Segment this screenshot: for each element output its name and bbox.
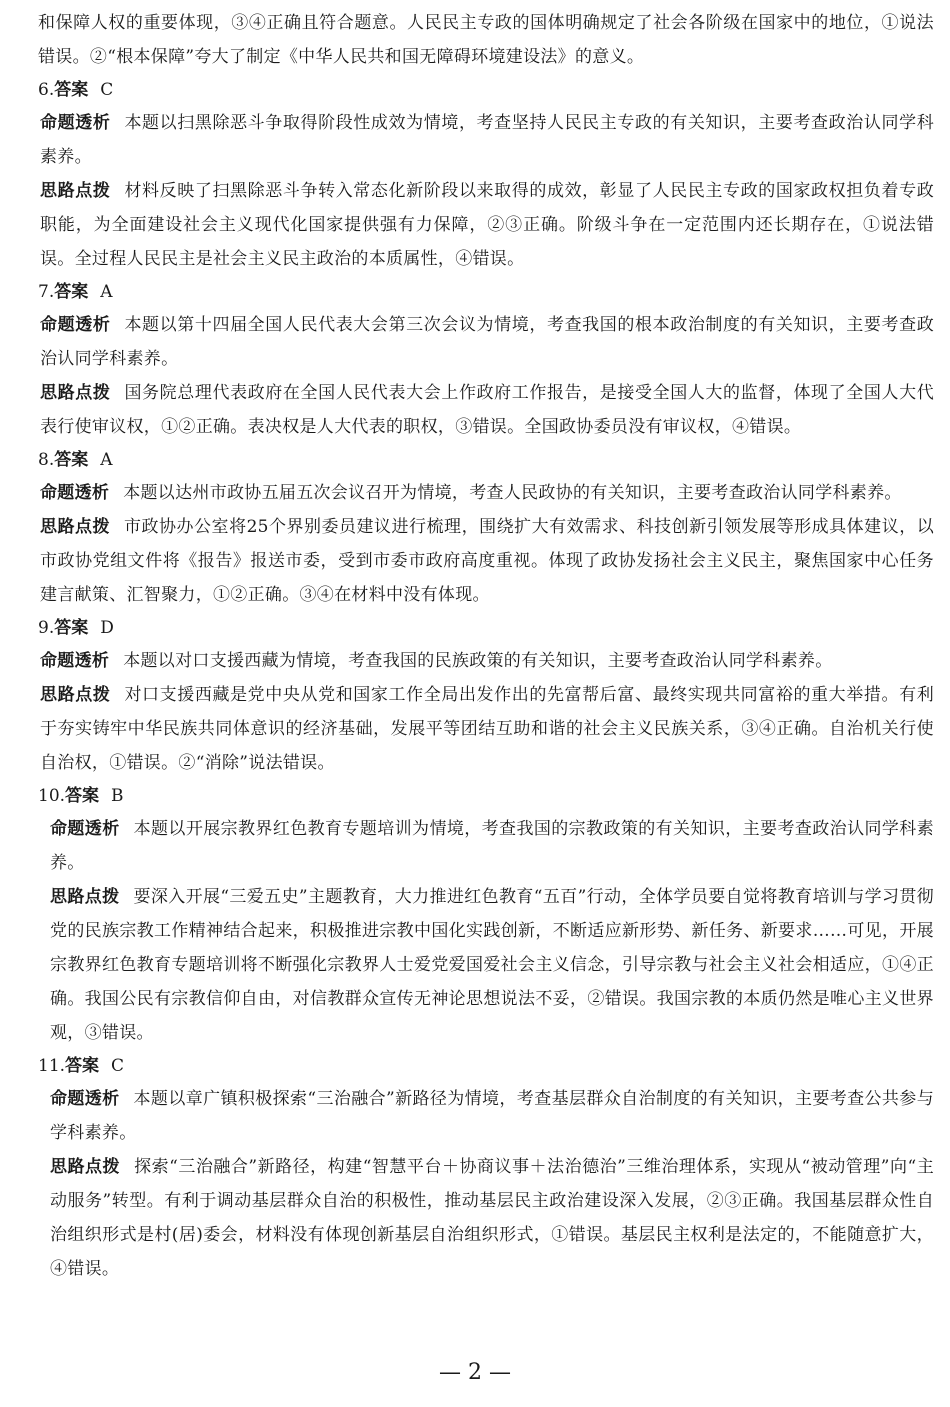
analysis-text: 本题以章广镇积极探索“三治融合”新路径为情境，考查基层群众自治制度的有关知识，主要考查公共参与学科素养。 <box>50 1089 934 1143</box>
hint-label: 思路点拨 <box>40 517 111 537</box>
analysis-label: 命题透析 <box>50 1089 120 1109</box>
analysis-label: 命题透析 <box>50 819 120 839</box>
hint-label: 思路点拨 <box>40 383 111 403</box>
hint-paragraph <box>38 880 934 1050</box>
question-8 <box>38 444 934 612</box>
answer-value: C <box>111 1056 125 1076</box>
analysis-paragraph <box>38 476 934 510</box>
analysis-text: 本题以开展宗教界红色教育专题培训为情境，考查我国的宗教政策的有关知识，主要考查政治认同学科素养。 <box>50 819 934 873</box>
analysis-paragraph <box>38 644 934 678</box>
answer-label: 答案 <box>65 1056 100 1076</box>
analysis-label: 命题透析 <box>40 483 110 503</box>
answer-label: 答案 <box>54 80 89 100</box>
hint-text: 市政协办公室将25个界别委员建议进行梳理，围绕扩大有效需求、科技创新引领发展等形成具体建议，以市政协党组文件将《报告》报送市委，受到市委市政府高度重视。体现了政协发扬社会主义民主，聚焦国家中心任务建言献策、汇智聚力，①②正确。③④在材料中没有体现。 <box>40 517 935 605</box>
answer-page <box>38 6 934 1286</box>
answer-value: C <box>100 80 114 100</box>
analysis-paragraph <box>38 106 934 174</box>
answer-value: A <box>100 282 113 302</box>
question-number: 9. <box>38 618 55 638</box>
analysis-label: 命题透析 <box>40 651 110 671</box>
question-number: 7. <box>38 282 55 302</box>
hint-text: 探索“三治融合”新路径，构建“智慧平台＋协商议事＋法治德治”三维治理体系，实现从“被动管理”向“主动服务”转型。有利于调动基层群众自治的积极性，推动基层民主政治建设深入发展，②③正确。我国基层群众性自治组织形式是村(居)委会，材料没有体现创新基层自治组织形式，①错误。基层民主权利是法定的，不能随意扩大，④错误。 <box>50 1157 934 1279</box>
hint-paragraph <box>38 1150 934 1286</box>
answer-value: D <box>100 618 114 638</box>
question-10 <box>38 780 934 1050</box>
question-number: 8. <box>38 450 55 470</box>
analysis-paragraph <box>38 812 934 880</box>
answer-value: B <box>111 786 124 806</box>
hint-text: 国务院总理代表政府在全国人民代表大会上作政府工作报告，是接受全国人大的监督，体现了全国人大代表行使审议权，①②正确。表决权是人大代表的职权，③错误。全国政协委员没有审议权，④错误。 <box>40 383 934 437</box>
hint-paragraph <box>38 678 934 780</box>
hint-text: 对口支援西藏是党中央从党和国家工作全局出发作出的先富帮后富、最终实现共同富裕的重大举措。有利于夯实铸牢中华民族共同体意识的经济基础，发展平等团结互助和谐的社会主义民族关系，③④正确。自治机关行使自治权，①错误。②“消除”说法错误。 <box>40 685 934 773</box>
answer-label: 答案 <box>54 450 89 470</box>
analysis-label: 命题透析 <box>40 113 111 133</box>
analysis-text: 本题以第十四届全国人民代表大会第三次会议为情境，考查我国的根本政治制度的有关知识，主要考查政治认同学科素养。 <box>40 315 934 369</box>
question-9 <box>38 612 934 780</box>
analysis-label: 命题透析 <box>40 315 111 335</box>
question-number: 11. <box>38 1056 66 1076</box>
hint-text: 要深入开展“三爱五史”主题教育，大力推进红色教育“五百”行动，全体学员要自觉将教育培训与学习贯彻党的民族宗教工作精神结合起来，积极推进宗教中国化实践创新，不断适应新形势、新任务、新要求……可见，开展宗教界红色教育专题培训将不断强化宗教界人士爱党爱国爱社会主义信念，引导宗教与社会主义社会相适应，①④正确。我国公民有宗教信仰自由，对信教群众宣传无神论思想说法不妥，②错误。我国宗教的本质仍然是唯心主义世界观，③错误。 <box>50 887 934 1043</box>
analysis-text: 本题以扫黑除恶斗争取得阶段性成效为情境，考查坚持人民民主专政的有关知识，主要考查政治认同学科素养。 <box>40 113 934 167</box>
question-number: 10. <box>38 786 66 806</box>
hint-label: 思路点拨 <box>50 1157 121 1177</box>
hint-paragraph <box>38 376 934 444</box>
hint-text: 材料反映了扫黑除恶斗争转入常态化新阶段以来取得的成效，彰显了人民民主专政的国家政权担负着专政职能，为全面建设社会主义现代化国家提供强有力保障，②③正确。阶级斗争在一定范围内还长期存在，①说法错误。全过程人民民主是社会主义民主政治的本质属性，④错误。 <box>40 181 934 269</box>
hint-label: 思路点拨 <box>40 181 111 201</box>
hint-paragraph <box>38 174 934 276</box>
answer-value: A <box>100 450 113 470</box>
hint-label: 思路点拨 <box>50 887 120 907</box>
question-11 <box>38 1050 934 1286</box>
hint-label: 思路点拨 <box>40 685 111 705</box>
hint-paragraph <box>38 510 934 612</box>
answer-label: 答案 <box>54 282 89 302</box>
answer-label: 答案 <box>65 786 100 806</box>
question-number: 6. <box>38 80 55 100</box>
question-7 <box>38 276 934 444</box>
analysis-text: 本题以对口支援西藏为情境，考查我国的民族政策的有关知识，主要考查政治认同学科素养。 <box>123 651 833 671</box>
analysis-paragraph <box>38 308 934 376</box>
intro-paragraph: 和保障人权的重要体现，③④正确且符合题意。人民民主专政的国体明确规定了社会各阶级在国家中的地位，①说法错误。②“根本保障”夸大了制定《中华人民共和国无障碍环境建设法》的意义。 <box>38 13 934 67</box>
analysis-text: 本题以达州市政协五届五次会议召开为情境，考查人民政协的有关知识，主要考查政治认同学科素养。 <box>123 483 902 503</box>
question-6 <box>38 74 934 276</box>
analysis-paragraph <box>38 1082 934 1150</box>
page-number: — 2 — <box>439 1360 511 1385</box>
answer-label: 答案 <box>54 618 89 638</box>
